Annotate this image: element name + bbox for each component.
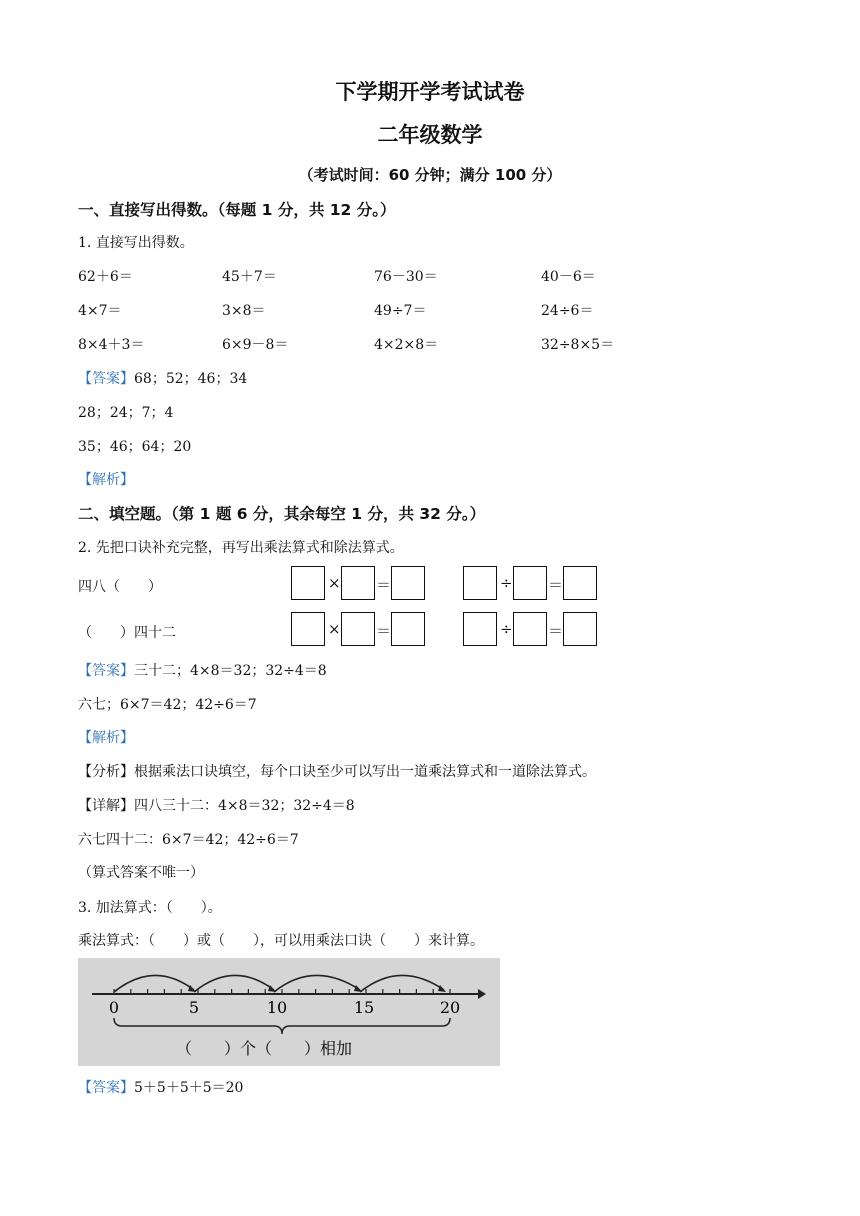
answer-box[interactable]	[391, 612, 425, 646]
answer-box[interactable]	[391, 566, 425, 600]
xiangjie-tag: 【详解】	[78, 798, 134, 814]
q3-answer-line	[78, 1077, 243, 1097]
calc-item: 6×9－8＝	[222, 337, 289, 353]
brace	[114, 1018, 450, 1034]
q2-answer-line	[78, 660, 327, 680]
hop-arc	[274, 975, 360, 992]
q2-rhyme-1: 四八（ ）	[78, 579, 162, 595]
calc-item: 76－30＝	[374, 269, 438, 285]
divide-sign: ÷	[500, 574, 513, 592]
fenxi-text: 根据乘法口诀填空，每个口诀至少可以写出一道乘法算式和一道除法算式。	[134, 764, 596, 780]
equals-sign: ＝	[376, 622, 392, 640]
equals-sign: ＝	[548, 622, 564, 640]
answer-tag: 【答案】	[78, 663, 134, 679]
q1-text: 1. 直接写出得数。	[78, 235, 194, 251]
exam-info: （考试时间：60 分钟；满分 100 分）	[298, 166, 562, 184]
calc-item: 45＋7＝	[222, 269, 277, 285]
times-sign: ×	[328, 620, 341, 638]
exam-title: 下学期开学考试试卷	[335, 80, 525, 104]
answer-box[interactable]	[513, 612, 547, 646]
answer-box[interactable]	[563, 566, 597, 600]
number-line-figure	[78, 958, 500, 1066]
answer-box[interactable]	[291, 612, 325, 646]
q1-answer-line	[78, 368, 247, 388]
axis-ticks	[114, 989, 450, 994]
q3-line2: 乘法算式：（ ）或（ ），可以用乘法口诀（ ）来计算。	[78, 933, 484, 949]
answer-tag: 【答案】	[78, 1080, 134, 1096]
q2-rhyme-2: （ ）四十二	[78, 625, 176, 641]
q2-answer-line: 六七；6×7＝42；42÷6＝7	[78, 697, 257, 713]
tick-label: 20	[439, 998, 461, 1017]
equals-sign: ＝	[376, 576, 392, 594]
arrow-head	[354, 985, 362, 992]
calc-item: 3×8＝	[222, 303, 266, 319]
q1-answer-line: 35；46；64；20	[78, 439, 192, 455]
q3-line1: 3. 加法算式：（ ）。	[78, 900, 222, 916]
calc-item: 40－6＝	[541, 269, 596, 285]
calc-item: 4×2×8＝	[374, 337, 439, 353]
xiangjie-text: 四八三十二：4×8＝32；32÷4＝8	[134, 798, 355, 814]
xiangjie-line	[78, 795, 355, 815]
divide-sign: ÷	[500, 620, 513, 638]
answer-box[interactable]	[341, 566, 375, 600]
calc-item: 24÷6＝	[541, 303, 594, 319]
tick-label: 15	[353, 998, 375, 1017]
q1-answer-line: 28；24；7；4	[78, 405, 174, 421]
answer-tag: 【答案】	[78, 371, 134, 387]
tick-label: 5	[188, 998, 200, 1017]
note-line: （算式答案不唯一）	[78, 865, 204, 881]
answer-text: 5＋5＋5＋5＝20	[134, 1080, 244, 1096]
exam-subtitle: 二年级数学	[377, 123, 483, 147]
answer-box[interactable]	[341, 612, 375, 646]
answer-box[interactable]	[463, 612, 497, 646]
hop-arc	[194, 975, 274, 992]
analysis-tag: 【解析】	[78, 472, 134, 488]
tick-label: 10	[266, 998, 288, 1017]
analysis-tag: 【解析】	[78, 730, 134, 746]
answer-box[interactable]	[513, 566, 547, 600]
detail-line: 六七四十二：6×7＝42；42÷6＝7	[78, 832, 299, 848]
answer-box[interactable]	[291, 566, 325, 600]
section1-heading: 一、直接写出得数。（每题 1 分，共 12 分。）	[78, 201, 396, 219]
answer-box[interactable]	[563, 612, 597, 646]
fenxi-tag: 【分析】	[78, 764, 134, 780]
answer-text: 三十二；4×8＝32；32÷4＝8	[134, 663, 327, 679]
answer-text: 68；52；46；34	[134, 371, 248, 387]
tick-label: 0	[108, 998, 120, 1017]
calc-item: 62＋6＝	[78, 269, 133, 285]
section2-heading: 二、填空题。（第 1 题 6 分，其余每空 1 分，共 32 分。）	[78, 505, 486, 523]
brace-caption: （ ）个（ ）相加	[175, 1039, 353, 1058]
fenxi-line	[78, 761, 596, 781]
times-sign: ×	[328, 574, 341, 592]
axis-arrow	[478, 989, 486, 999]
calc-item: 49÷7＝	[374, 303, 427, 319]
calc-item: 8×4＋3＝	[78, 337, 145, 353]
hop-arc	[360, 975, 444, 992]
q2-text: 2. 先把口诀补充完整，再写出乘法算式和除法算式。	[78, 540, 404, 556]
calc-item: 4×7＝	[78, 303, 122, 319]
equals-sign: ＝	[548, 576, 564, 594]
answer-box[interactable]	[463, 566, 497, 600]
number-line-svg	[78, 958, 500, 1066]
hop-arc	[114, 975, 194, 992]
calc-item: 32÷8×5＝	[541, 337, 615, 353]
